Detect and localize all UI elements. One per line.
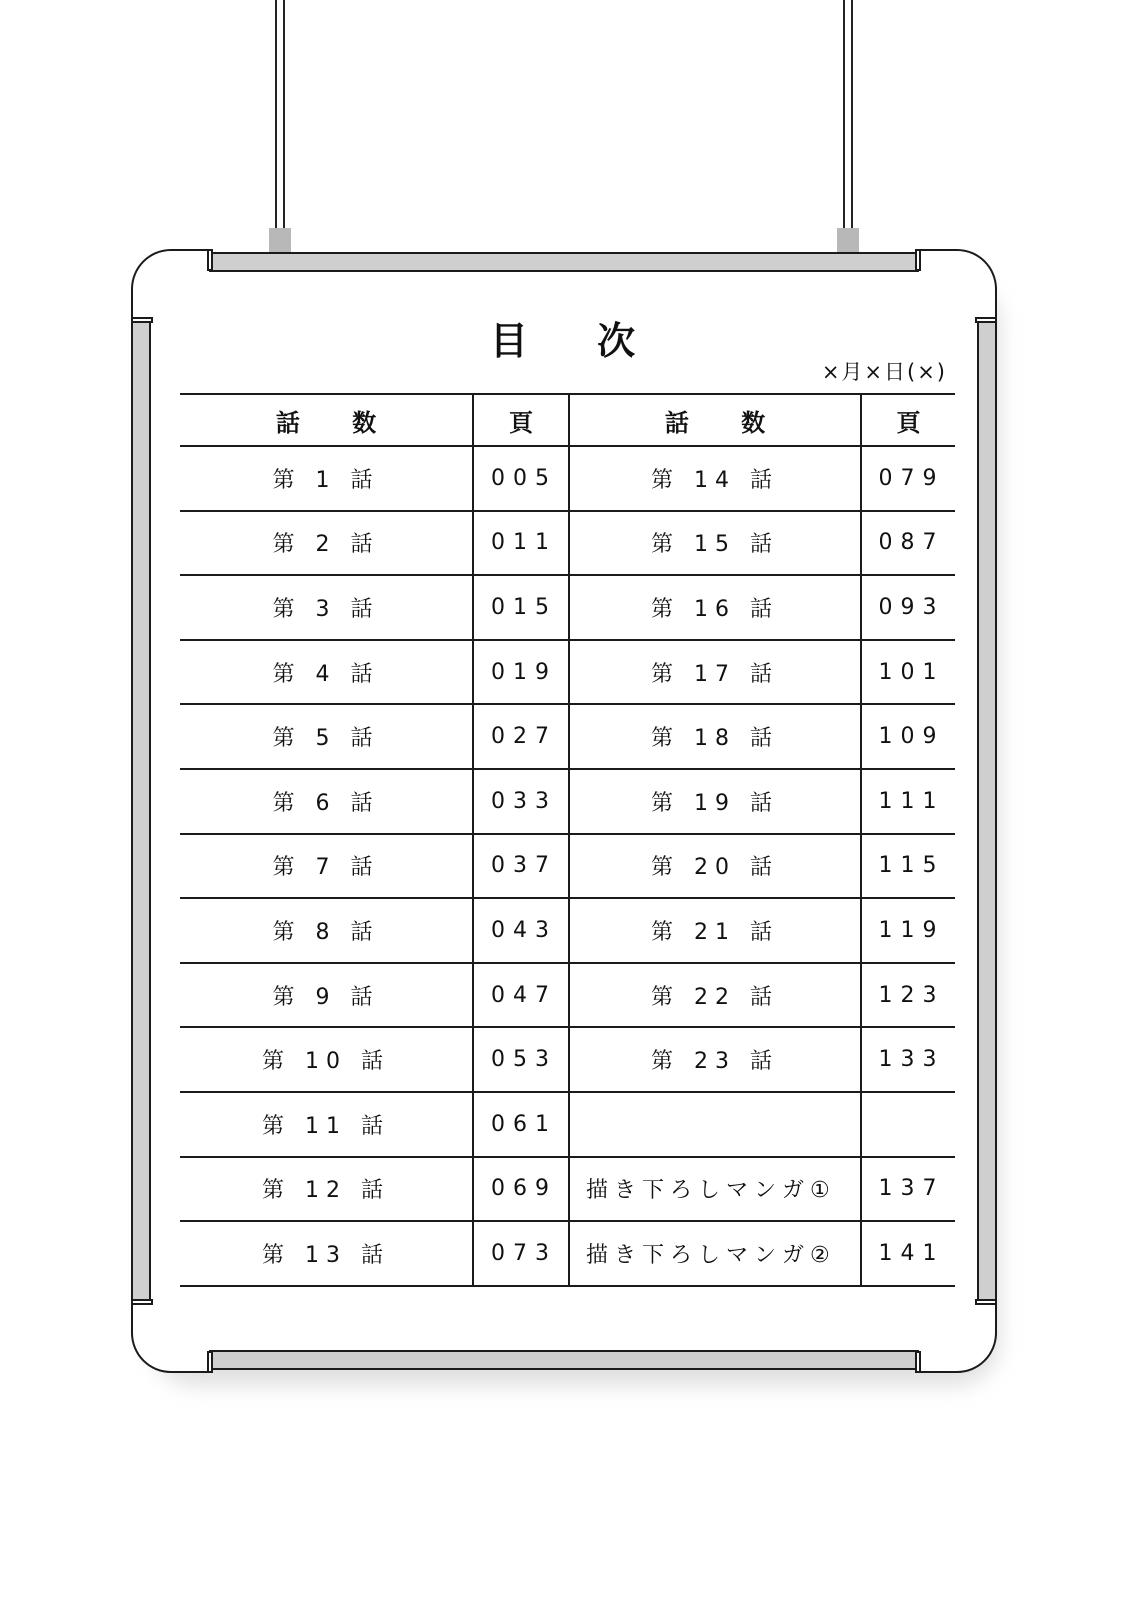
frame-corner-top-left [131, 249, 209, 319]
page-cell-right: 133 [860, 1028, 955, 1091]
episode-cell-right: 描き下ろしマンガ① [568, 1158, 860, 1221]
table-row [180, 512, 955, 577]
episode-cell-left: 第 10 話 [262, 1049, 390, 1075]
episode-cell-left: 第 11 話 [262, 1113, 390, 1139]
page-cell-right: 123 [860, 964, 955, 1027]
page-cell-right [860, 1093, 955, 1156]
table-row [180, 770, 955, 835]
page-cell-right: 093 [860, 576, 955, 639]
page-cell-left: 047 [472, 964, 568, 1027]
page-cell-left: 015 [472, 576, 568, 639]
page-cell-right: 087 [860, 512, 955, 575]
page-cell-left: 069 [472, 1158, 568, 1221]
table-row [180, 1158, 955, 1223]
hanging-wire-right [843, 0, 853, 232]
page-cell-left: 037 [472, 835, 568, 898]
frame-corner-bottom-left [131, 1303, 209, 1373]
episode-cell-left: 第 4 話 [272, 661, 380, 687]
table-row [180, 1093, 955, 1158]
header-page-right: 頁 [860, 395, 955, 445]
table-row [180, 447, 955, 512]
page-cell-right: 111 [860, 770, 955, 833]
episode-cell-left: 第 13 話 [262, 1242, 390, 1268]
table-header [180, 393, 955, 447]
table-row [180, 964, 955, 1029]
table-row [180, 1222, 955, 1287]
page-cell-right: 101 [860, 641, 955, 704]
episode-cell-left: 第 3 話 [272, 596, 380, 622]
table-row [180, 835, 955, 900]
episode-cell-right: 第 19 話 [568, 770, 860, 833]
page-cell-right: 109 [860, 705, 955, 768]
page-title: 目 次 [489, 319, 664, 363]
page-cell-left: 043 [472, 899, 568, 962]
page-cell-right: 141 [860, 1222, 955, 1285]
page-cell-right: 115 [860, 835, 955, 898]
episode-cell-right: 第 23 話 [568, 1028, 860, 1091]
table-body [180, 447, 955, 1287]
episode-cell-right: 第 21 話 [568, 899, 860, 962]
header-episode-left: 話 数 [275, 408, 399, 437]
episode-cell-left: 第 7 話 [272, 855, 380, 881]
episode-cell-right: 描き下ろしマンガ② [568, 1222, 860, 1285]
episode-cell-left: 第 8 話 [272, 919, 380, 945]
episode-cell-left: 第 9 話 [272, 984, 380, 1010]
table-of-contents [180, 393, 955, 1287]
episode-cell-right: 第 22 話 [568, 964, 860, 1027]
page-cell-left: 061 [472, 1093, 568, 1156]
date-label: ×月×日(×) [821, 360, 947, 384]
page-cell-left: 053 [472, 1028, 568, 1091]
page-cell-left: 011 [472, 512, 568, 575]
page-cell-right: 119 [860, 899, 955, 962]
page-cell-left: 073 [472, 1222, 568, 1285]
episode-cell-right: 第 18 話 [568, 705, 860, 768]
page-cell-left: 019 [472, 641, 568, 704]
table-row [180, 1028, 955, 1093]
episode-cell-right: 第 17 話 [568, 641, 860, 704]
page-cell-left: 027 [472, 705, 568, 768]
episode-cell-left: 第 6 話 [272, 790, 380, 816]
table-row [180, 576, 955, 641]
episode-cell-left: 第 5 話 [272, 726, 380, 752]
episode-cell-right: 第 20 話 [568, 835, 860, 898]
header-page-left: 頁 [472, 395, 568, 445]
frame-corner-top-right [919, 249, 997, 319]
episode-cell-right: 第 16 話 [568, 576, 860, 639]
episode-cell-right: 第 15 話 [568, 512, 860, 575]
table-row [180, 641, 955, 706]
episode-cell-right: 第 14 話 [568, 447, 860, 510]
page-cell-left: 033 [472, 770, 568, 833]
page-cell-right: 137 [860, 1158, 955, 1221]
header-episode-right: 話 数 [568, 395, 860, 445]
page-cell-left: 005 [472, 447, 568, 510]
table-row [180, 899, 955, 964]
episode-cell-right [568, 1093, 860, 1156]
table-row [180, 705, 955, 770]
episode-cell-left: 第 1 話 [272, 467, 380, 493]
hanging-wire-left [275, 0, 285, 232]
episode-cell-left: 第 12 話 [262, 1178, 390, 1204]
episode-cell-left: 第 2 話 [272, 532, 380, 558]
page-cell-right: 079 [860, 447, 955, 510]
